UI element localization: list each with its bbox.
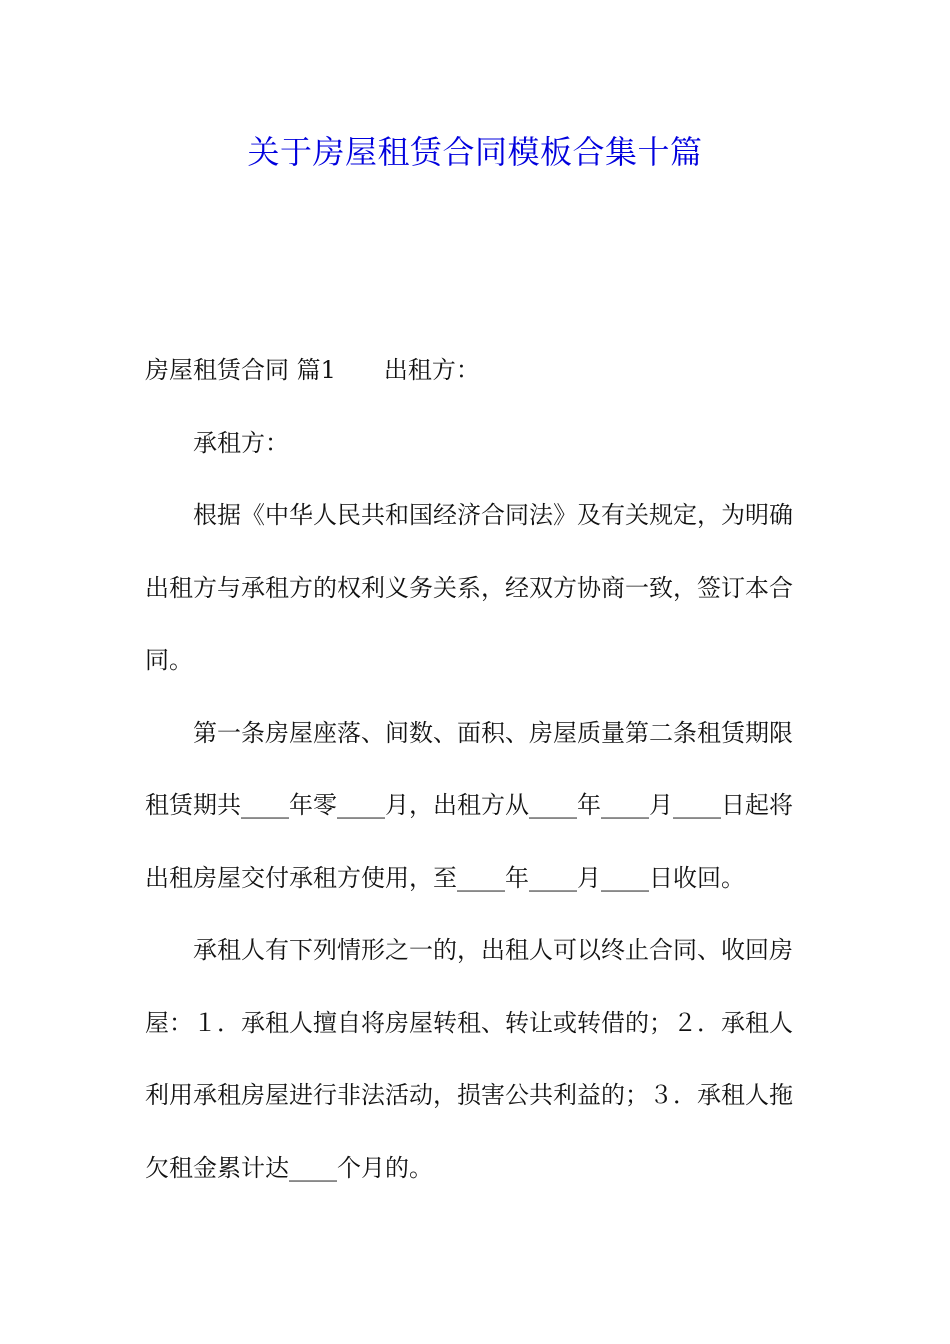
document-title: 关于房屋租赁合同模板合集十篇 <box>247 133 703 171</box>
document-body <box>145 334 805 1204</box>
paragraph-heading-lessor: 房屋租赁合同 篇1 出租方： <box>145 356 480 384</box>
paragraph-termination-conditions: 承租人有下列情形之一的，出租人可以终止合同、收回房屋：１．承租人擅自将房屋转租、转让或转借的；２．承租人利用承租房屋进行非法活动，损害公共利益的；３．承租人拖欠租金累计达____个月的。 <box>145 936 793 1182</box>
paragraph-lessee: 承租方： <box>193 428 289 457</box>
paragraph-article-lease-term: 第一条房屋座落、间数、面积、房屋质量第二条租赁期限租赁期共____年零____月，出租方从____年____月____日起将出租房屋交付承租方使用，至____年____月____日收回。 <box>145 718 793 892</box>
paragraph-preamble: 根据《中华人民共和国经济合同法》及有关规定，为明确出租方与承租方的权利义务关系，经双方协商一致，签订本合同。 <box>145 501 793 674</box>
